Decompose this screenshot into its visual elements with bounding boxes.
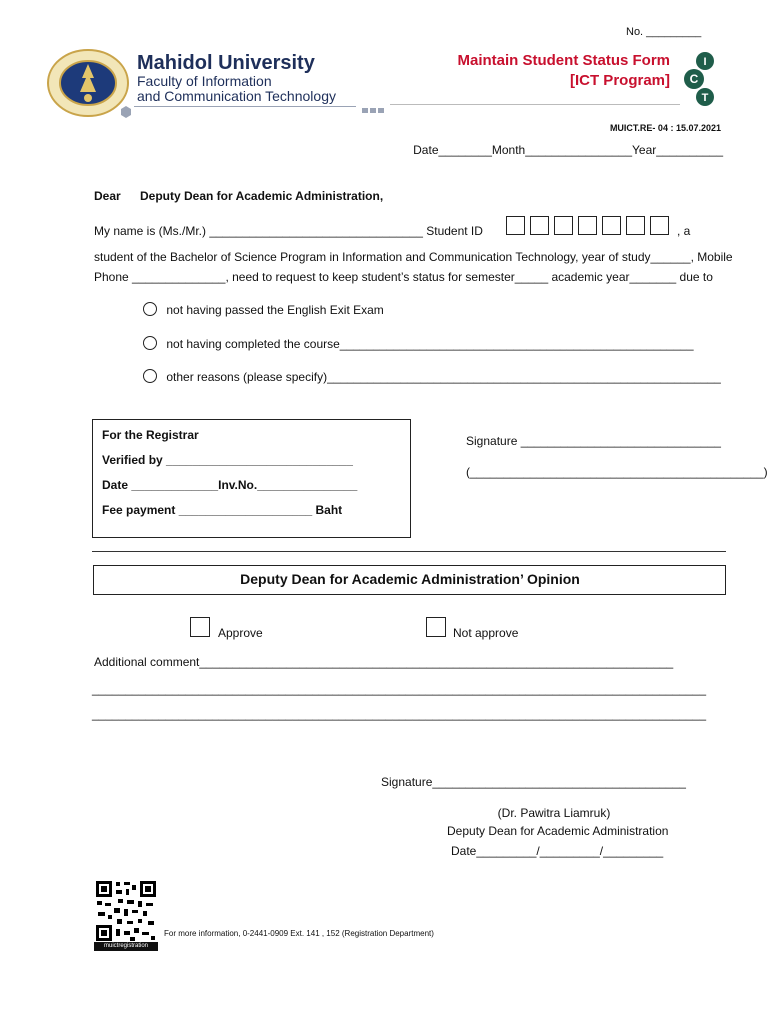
comment-line[interactable]: ____________________________________________________________________________________________ [92,682,706,696]
student-id-boxes[interactable] [506,216,674,235]
reason-label: not having completed the course_____________________________________________________ [166,337,694,351]
reason-label: not having passed the English Exit Exam [166,303,384,317]
university-name: Mahidol University [137,52,315,74]
reason-option[interactable] [143,302,384,317]
id-digit-box[interactable] [602,216,621,235]
id-digit-box[interactable] [554,216,573,235]
program-line[interactable]: student of the Bachelor of Science Program in Information and Communication Technology, year of study______, Mobile [94,250,733,264]
dean-name: (Dr. Pawitra Liamruk) [497,806,611,820]
logo-letter-t: T [701,92,709,104]
document-number: No. _________ [626,26,702,38]
radio-circle-icon[interactable] [143,302,157,316]
fee-payment-field[interactable]: Fee payment ____________________ Baht [102,503,343,517]
title-underline [390,104,680,105]
reference-code: MUICT.RE- 04 : 15.07.2021 [609,123,721,133]
radio-circle-icon[interactable] [143,369,157,383]
not-approve-checkbox[interactable] [426,617,446,637]
id-digit-box[interactable] [626,216,645,235]
dean-signature-field[interactable]: Signature______________________________________ [381,775,686,789]
opinion-title: Deputy Dean for Academic Administration’ Opinion [240,571,580,587]
id-digit-box[interactable] [506,216,525,235]
comment-line[interactable]: ____________________________________________________________________________________________ [92,707,706,721]
reason-option[interactable] [143,369,721,384]
verified-by-field[interactable]: Verified by ____________________________ [102,453,353,467]
addressee: Deputy Dean for Academic Administration, [140,189,384,203]
faculty-line-2: and Communication Technology [137,88,336,104]
section-divider [92,551,726,552]
id-suffix: , a [677,224,691,238]
form-title: Maintain Student Status Form [457,52,670,69]
radio-circle-icon[interactable] [143,336,157,350]
id-digit-box[interactable] [650,216,669,235]
contact-info: For more information, 0-2441-0909 Ext. 141 , 152 (Registration Department) [164,929,434,938]
id-digit-box[interactable] [530,216,549,235]
reason-label: other reasons (please specify)___________________________________________________________ [166,370,721,384]
reason-option[interactable] [143,336,694,351]
logo-letter-i: I [703,56,707,68]
dean-date-field[interactable]: Date_________/_________/_________ [451,844,664,858]
university-seal [46,48,130,118]
not-approve-option[interactable] [426,617,446,640]
name-field[interactable]: My name is (Ms./Mr.) ________________________________ Student ID [94,224,483,238]
logo-letter-c: C [689,72,699,86]
header-dots [120,104,390,121]
approve-checkbox[interactable] [190,617,210,637]
student-signature-field[interactable]: Signature ______________________________ [466,434,721,448]
approve-label: Approve [218,626,263,640]
faculty-line-1: Faculty of Information [137,73,272,89]
form-subtitle: [ICT Program] [569,72,670,89]
student-name-parenthesis[interactable]: (____________________________________________) [466,465,768,479]
id-digit-box[interactable] [578,216,597,235]
dean-position: Deputy Dean for Academic Administration [447,824,669,838]
not-approve-label: Not approve [453,626,519,640]
phone-line[interactable]: Phone ______________, need to request to keep student’s status for semester_____ academic year_______ due to [94,270,713,284]
registrar-title: For the Registrar [102,428,199,442]
qr-code[interactable] [94,879,158,943]
additional-comment-field[interactable]: Additional comment_______________________________________________________________________ [94,655,674,669]
date-line[interactable]: Date________Month________________Year__________ [413,143,723,157]
date-invoice-field[interactable]: Date _____________Inv.No._______________ [102,478,358,492]
qr-caption: muictregistration [94,942,158,951]
salutation: Dear [94,189,121,203]
approve-option[interactable] [190,617,210,640]
ict-logo [684,50,716,108]
